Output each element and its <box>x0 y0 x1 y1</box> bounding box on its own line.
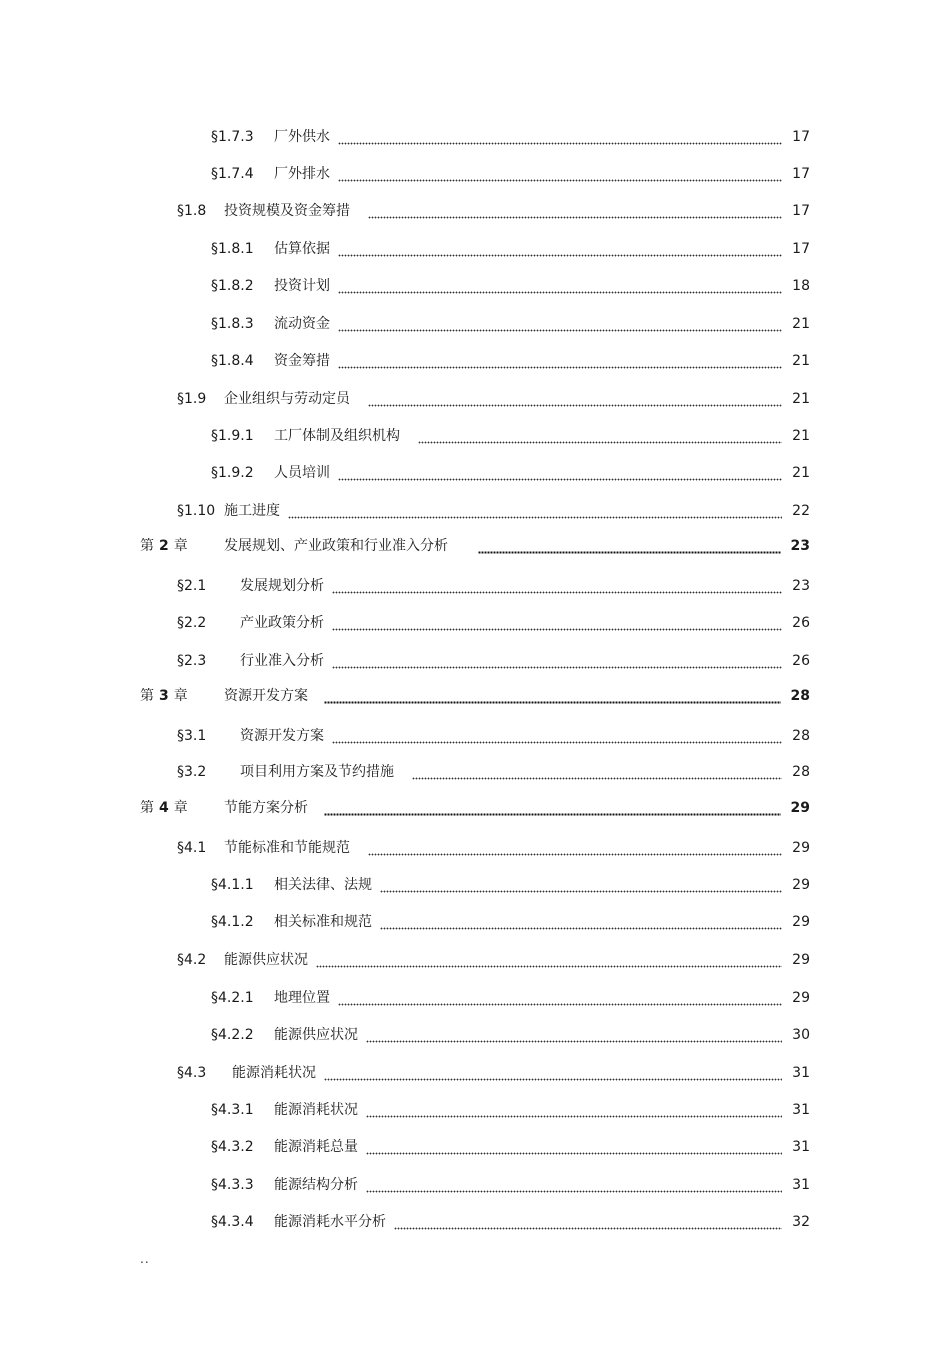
toc-entry-number: §1.9.2 <box>211 465 254 481</box>
toc-entry[interactable] <box>177 1063 810 1083</box>
dot-leader <box>338 127 782 147</box>
toc-entry[interactable] <box>211 1025 810 1045</box>
toc-entry-title: 项目利用方案及节约措施 <box>240 764 394 780</box>
toc-entry[interactable] <box>211 912 810 932</box>
toc-entry-number <box>140 798 224 818</box>
toc-entry-page-number: 31 <box>792 1139 810 1155</box>
toc-entry-page-number: 18 <box>792 278 810 294</box>
toc-entry-page-number: 17 <box>792 241 810 257</box>
dot-leader <box>324 1063 782 1083</box>
toc-chapter-entry[interactable] <box>140 536 810 556</box>
toc-chapter-entry[interactable] <box>140 686 810 706</box>
toc-entry-title: 能源消耗水平分析 <box>274 1214 386 1230</box>
toc-entry-page-number: 23 <box>790 538 810 554</box>
toc-entry-title: 估算依据 <box>274 241 330 257</box>
toc-entry-page-number: 21 <box>792 391 810 407</box>
toc-entry-title: 能源消耗总量 <box>274 1139 358 1155</box>
toc-entry-number: §1.8.2 <box>211 278 254 294</box>
dot-leader <box>288 501 782 521</box>
toc-entry-page-number: 31 <box>792 1102 810 1118</box>
toc-entry-number: §3.1 <box>177 728 207 744</box>
toc-entry-title: 能源供应状况 <box>224 952 308 968</box>
toc-entry-page-number: 17 <box>792 166 810 182</box>
toc-entry-title: 行业准入分析 <box>240 653 324 669</box>
dot-leader <box>332 726 782 746</box>
toc-entry[interactable] <box>211 276 810 296</box>
toc-entry-title: 厂外排水 <box>274 166 330 182</box>
dot-leader <box>478 536 781 556</box>
toc-entry[interactable] <box>211 463 810 483</box>
toc-entry[interactable] <box>211 988 810 1008</box>
toc-entry-title: 人员培训 <box>274 465 330 481</box>
toc-entry[interactable] <box>211 127 810 147</box>
dot-leader <box>380 912 782 932</box>
dot-leader <box>338 988 782 1008</box>
toc-entry-title: 厂外供水 <box>274 129 330 145</box>
toc-entry-page-number: 31 <box>792 1065 810 1081</box>
dot-leader <box>394 1212 782 1232</box>
toc-entry-page-number: 29 <box>792 990 810 1006</box>
toc-entry[interactable] <box>211 1175 810 1195</box>
toc-entry-title: 施工进度 <box>224 503 280 519</box>
chapter-number: 4 <box>159 800 169 816</box>
toc-entry-page-number: 31 <box>792 1177 810 1193</box>
toc-entry-title: 资金筹措 <box>274 353 330 369</box>
toc-entry-page-number: 17 <box>792 129 810 145</box>
toc-entry-page-number: 28 <box>792 764 810 780</box>
dot-leader <box>338 351 782 371</box>
toc-entry-title: 资源开发方案 <box>240 728 324 744</box>
toc-entry[interactable] <box>177 726 810 746</box>
toc-entry-page-number: 28 <box>790 688 810 704</box>
dot-leader <box>368 201 782 221</box>
toc-entry[interactable] <box>177 389 810 409</box>
toc-entry-number: §2.2 <box>177 615 207 631</box>
toc-entry[interactable] <box>177 576 810 596</box>
chapter-prefix: 第 <box>140 688 154 704</box>
toc-entry-number: §1.7.4 <box>211 166 254 182</box>
toc-chapter-entry[interactable] <box>140 798 810 818</box>
toc-entry[interactable] <box>211 164 810 184</box>
toc-entry-number <box>140 686 224 706</box>
toc-entry-number: §4.3.1 <box>211 1102 254 1118</box>
dot-leader <box>368 389 782 409</box>
toc-entry-page-number: 23 <box>792 578 810 594</box>
toc-entry-number: §3.2 <box>177 764 207 780</box>
toc-entry-title: 能源结构分析 <box>274 1177 358 1193</box>
toc-entry-number: §1.8.3 <box>211 316 254 332</box>
toc-entry-page-number: 22 <box>792 503 810 519</box>
toc-entry[interactable] <box>177 762 810 782</box>
dot-leader <box>338 164 782 184</box>
toc-entry[interactable] <box>211 1212 810 1232</box>
toc-entry-number: §4.2.2 <box>211 1027 254 1043</box>
toc-entry-number: §4.1.2 <box>211 914 254 930</box>
toc-entry-page-number: 17 <box>792 203 810 219</box>
toc-entry-number: §1.9 <box>177 391 207 407</box>
dot-leader <box>412 762 782 782</box>
toc-entry[interactable] <box>211 314 810 334</box>
toc-entry-number: §4.2.1 <box>211 990 254 1006</box>
toc-entry-title: 相关标准和规范 <box>274 914 372 930</box>
toc-entry-page-number: 29 <box>792 914 810 930</box>
chapter-number: 2 <box>159 538 169 554</box>
toc-entry[interactable] <box>177 201 810 221</box>
toc-entry-number: §4.1.1 <box>211 877 254 893</box>
dot-leader <box>332 651 782 671</box>
toc-entry-number: §4.2 <box>177 952 207 968</box>
toc-entry-title: 相关法律、法规 <box>274 877 372 893</box>
chapter-prefix: 第 <box>140 800 154 816</box>
toc-entry-title: 能源消耗状况 <box>274 1102 358 1118</box>
toc-entry[interactable] <box>177 651 810 671</box>
dot-leader <box>366 1175 782 1195</box>
toc-entry[interactable] <box>211 875 810 895</box>
toc-entry-title: 投资计划 <box>274 278 330 294</box>
dot-leader <box>324 686 781 706</box>
chapter-suffix: 章 <box>173 538 188 554</box>
toc-entry-number: §4.3.3 <box>211 1177 254 1193</box>
toc-entry-title: 资源开发方案 <box>224 688 308 704</box>
dot-leader <box>366 1137 782 1157</box>
chapter-suffix: 章 <box>173 800 188 816</box>
toc-entry-page-number: 29 <box>792 840 810 856</box>
toc-entry-page-number: 26 <box>792 653 810 669</box>
toc-entry[interactable] <box>211 1100 810 1120</box>
toc-entry[interactable] <box>177 838 810 858</box>
toc-entry-title: 地理位置 <box>274 990 330 1006</box>
toc-entry-number: §2.1 <box>177 578 207 594</box>
dot-leader <box>366 1025 782 1045</box>
footer-mark: .. <box>140 1252 150 1266</box>
dot-leader <box>332 576 782 596</box>
toc-entry-title: 产业政策分析 <box>240 615 324 631</box>
toc-entry[interactable] <box>177 950 810 970</box>
toc-entry-page-number: 32 <box>792 1214 810 1230</box>
toc-entry-number: §4.3.2 <box>211 1139 254 1155</box>
toc-entry-number <box>140 536 224 556</box>
toc-entry[interactable] <box>211 1137 810 1157</box>
toc-entry-number: §1.9.1 <box>211 428 254 444</box>
dot-leader <box>338 276 782 296</box>
toc-entry-title: 节能方案分析 <box>224 800 308 816</box>
toc-entry-title: 企业组织与劳动定员 <box>224 391 350 407</box>
toc-entry-page-number: 21 <box>792 428 810 444</box>
toc-entry[interactable] <box>211 426 810 446</box>
dot-leader <box>366 1100 782 1120</box>
toc-entry[interactable] <box>211 239 810 259</box>
toc-entry-page-number: 29 <box>792 877 810 893</box>
toc-entry-title: 能源供应状况 <box>274 1027 358 1043</box>
toc-entry[interactable] <box>211 351 810 371</box>
toc-entry-page-number: 21 <box>792 353 810 369</box>
toc-entry-title: 能源消耗状况 <box>232 1065 316 1081</box>
chapter-number: 3 <box>159 688 169 704</box>
toc-entry-title: 流动资金 <box>274 316 330 332</box>
dot-leader <box>338 239 782 259</box>
toc-entry-page-number: 21 <box>792 465 810 481</box>
toc-entry-page-number: 28 <box>792 728 810 744</box>
toc-entry-page-number: 26 <box>792 615 810 631</box>
toc-entry-number: §1.10 <box>177 503 216 519</box>
toc-entry-number: §4.1 <box>177 840 207 856</box>
toc-entry-number: §2.3 <box>177 653 207 669</box>
toc-entry-number: §4.3 <box>177 1065 207 1081</box>
toc-entry-number: §4.3.4 <box>211 1214 254 1230</box>
dot-leader <box>338 314 782 334</box>
toc-entry-page-number: 29 <box>792 952 810 968</box>
toc-entry-title: 发展规划分析 <box>240 578 324 594</box>
toc-entry[interactable] <box>177 613 810 633</box>
toc-entry-number: §1.8.4 <box>211 353 254 369</box>
chapter-prefix: 第 <box>140 538 154 554</box>
toc-entry[interactable] <box>177 501 810 521</box>
dot-leader <box>324 798 781 818</box>
toc-entry-title: 工厂体制及组织机构 <box>274 428 400 444</box>
toc-entry-number: §1.8.1 <box>211 241 254 257</box>
dot-leader <box>316 950 782 970</box>
toc-entry-page-number: 21 <box>792 316 810 332</box>
toc-entry-number: §1.7.3 <box>211 129 254 145</box>
dot-leader <box>418 426 782 446</box>
chapter-suffix: 章 <box>173 688 188 704</box>
dot-leader <box>380 875 782 895</box>
toc-entry-title: 投资规模及资金筹措 <box>224 203 350 219</box>
dot-leader <box>338 463 782 483</box>
dot-leader <box>332 613 782 633</box>
toc-entry-title: 发展规划、产业政策和行业准入分析 <box>224 538 448 554</box>
dot-leader <box>368 838 782 858</box>
toc-entry-number: §1.8 <box>177 203 207 219</box>
toc-entry-page-number: 30 <box>792 1027 810 1043</box>
toc-entry-title: 节能标准和节能规范 <box>224 840 350 856</box>
toc-entry-page-number: 29 <box>790 800 810 816</box>
